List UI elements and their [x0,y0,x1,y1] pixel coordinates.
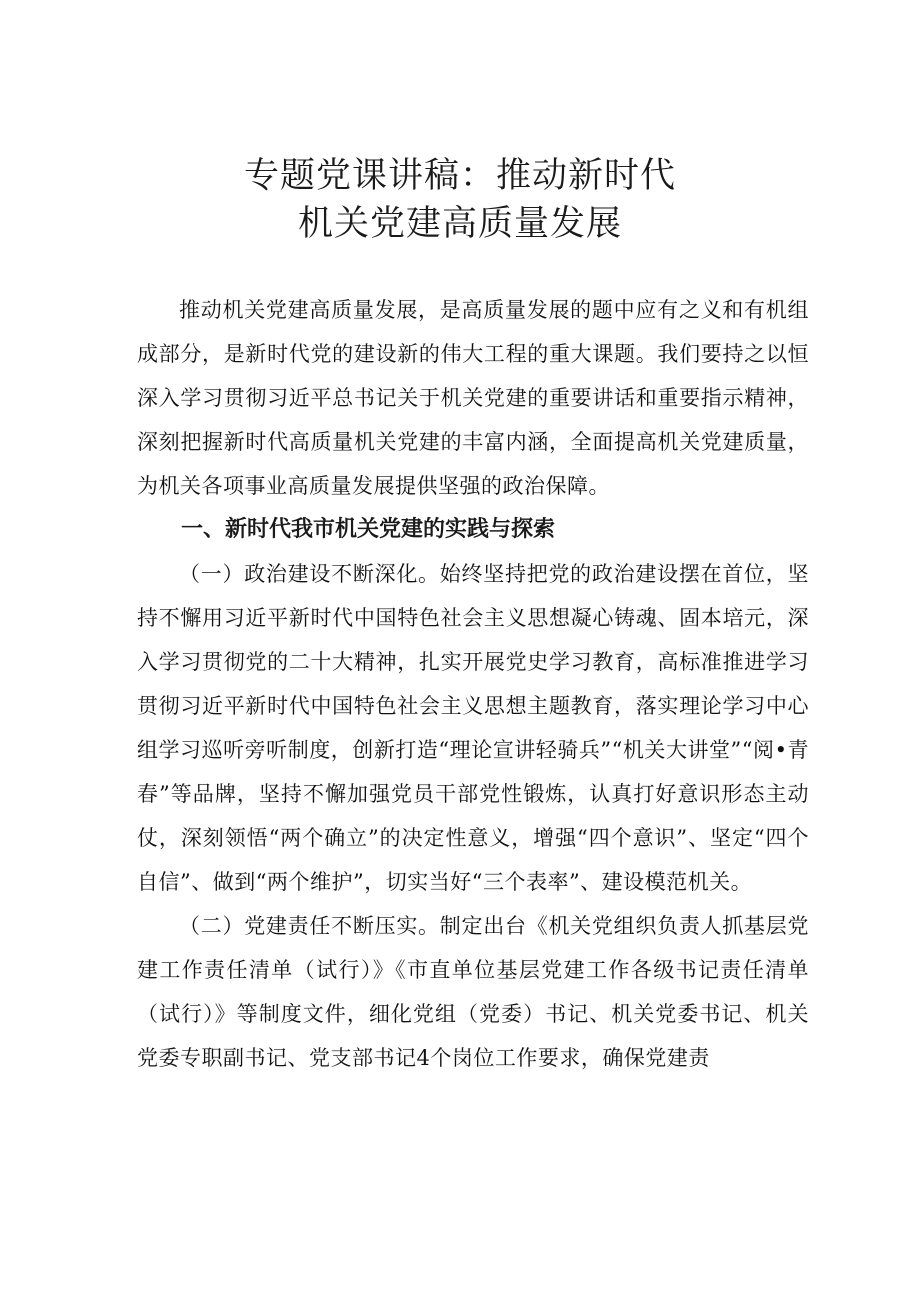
intro-paragraph: 推动机关党建高质量发展，是高质量发展的题中应有之义和有机组成部分，是新时代党的建设新的伟大工程的重大课题。我们要持之以恒深入学习贯彻习近平总书记关于机关党建的重要讲话和重要指示精神，深刻把握新时代高质量机关党建的丰富内涵，全面提高机关党建质量，为机关各项事业高质量发展提供坚强的政治保障。 [137,298,809,498]
document-title [0,152,920,248]
section-1-heading: 一、新时代我市机关党建的实践与探索 [181,517,556,542]
title-line-2: 机关党建高质量发展 [297,204,622,244]
title-line-1: 专题党课讲稿：推动新时代 [243,156,676,196]
document-body [137,288,809,1080]
section-1-paragraph-2: （二）党建责任不断压实。制定出台《机关党组织负责人抓基层党建工作责任清单（试行）》《市直单位基层党建工作各级书记责任清单（试行）》等制度文件，细化党组（党委）书记、机关党委书记、机关党委专职副书记、党支部书记4个岗位工作要求，确保党建责 [137,914,809,1070]
section-1-paragraph-1: （一）政治建设不断深化。始终坚持把党的政治建设摆在首位，坚持不懈用习近平新时代中国特色社会主义思想凝心铸魂、固本培元，深入学习贯彻党的二十大精神，扎实开展党史学习教育，高标准推进学习贯彻习近平新时代中国特色社会主义思想主题教育，落实理论学习中心组学习巡听旁听制度，创新打造“理论宣讲轻骑兵”“机关大讲堂”“阅•青春”等品牌，坚持不懈加强党员干部党性锻炼，认真打好意识形态主动仗，深刻领悟“两个确立”的决定性意义，增强“四个意识”、坚定“四个自信”、做到“两个维护”，切实当好“三个表率”、建设模范机关。 [137,562,809,894]
